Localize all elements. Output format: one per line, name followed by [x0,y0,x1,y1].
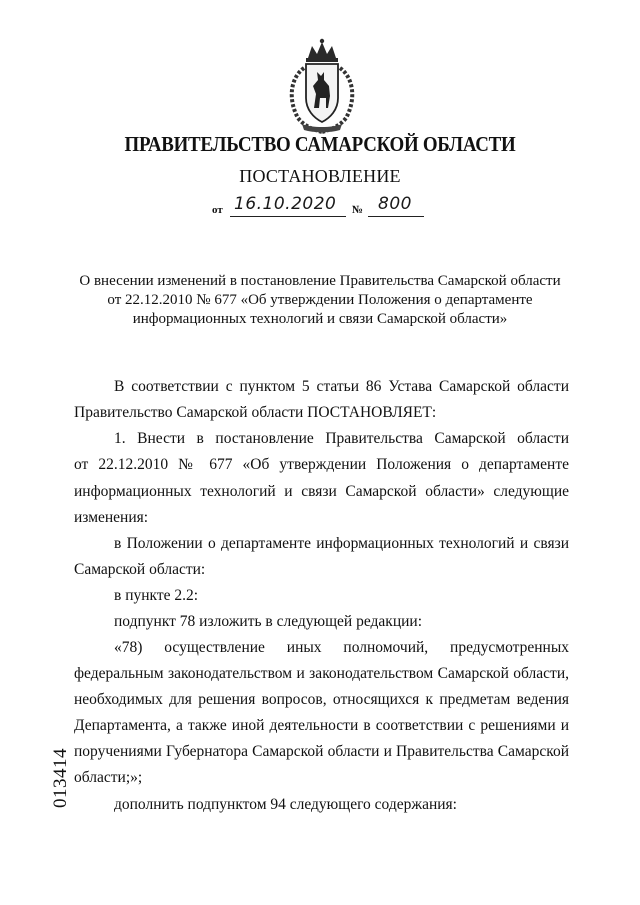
number-label: № [352,204,364,216]
number-value: 800 [378,194,412,214]
document-heading [60,272,580,329]
organization-title: ПРАВИТЕЛЬСТВО САМАРСКОЙ ОБЛАСТИ [124,132,516,156]
body-line: В соответствии с пунктом 5 статьи 86 Устава Самарской области [114,378,569,395]
body-line: Самарской области: [74,561,206,578]
heading-line: информационных технологий и связи Самарской области» [132,311,508,327]
heading-line: от 22.12.2010 № 677 «Об утверждении Положения о департаменте [107,292,533,308]
body-line: от 22.12.2010 № 677 «Об утверждении Положения о департаменте [74,456,569,473]
body-line: федеральным законодательством и законодательством Самарской области, [74,665,569,682]
date-number-line [212,196,442,218]
body-line: Департамента, а также иной деятельности в соответствии с решениями и [74,717,569,734]
body-line: «78) осуществление иных полномочий, предусмотренных [114,639,569,656]
body-line: 1. Внести в постановление Правительства Самарской области [114,430,569,447]
heading-line: О внесении изменений в постановление Правительства Самарской области [79,273,561,289]
side-registration-number: 013414 [50,748,71,808]
body-line: области;»; [74,769,143,786]
date-underline [230,216,346,217]
body-line: необходимых для решения вопросов, относящихся к предметам ведения [74,691,569,708]
body-line: Правительство Самарской области ПОСТАНОВЛЯЕТ: [74,404,437,421]
date-label: от [212,204,223,216]
body-line: дополнить подпунктом 94 следующего содержания: [114,796,457,813]
coat-of-arms-emblem [284,38,360,134]
body-line: информационных технологий и связи Самарской области» следующие [74,483,569,500]
number-underline [368,216,424,217]
body-line: поручениями Губернатора Самарской области и Правительства Самарской [74,743,569,760]
body-line: в Положении о департаменте информационных технологий и связи [114,535,569,552]
body-line: подпункт 78 изложить в следующей редакции: [114,613,423,630]
document-type: ПОСТАНОВЛЕНИЕ [239,166,401,186]
body-line: изменения: [74,509,149,526]
date-value: 16.10.2020 [234,194,337,214]
body-line: в пункте 2.2: [114,587,199,604]
